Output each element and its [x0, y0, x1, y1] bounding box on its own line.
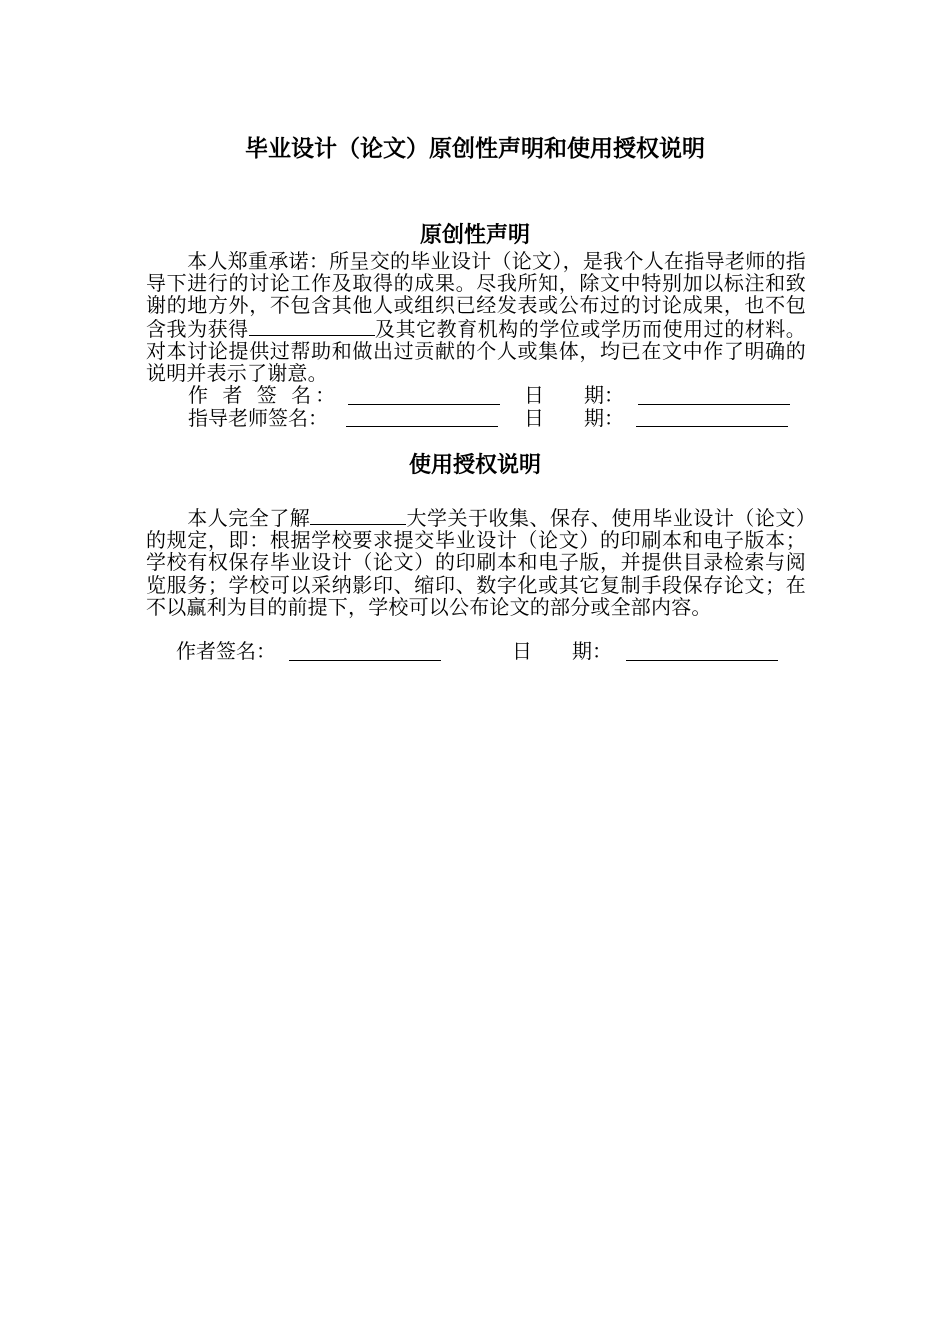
auth-author-signature-row [176, 640, 276, 662]
author-signature-row [188, 384, 339, 406]
auth-date-line[interactable] [626, 660, 778, 661]
advisor-date-line[interactable] [636, 426, 788, 427]
originality-heading: 原创性声明 [419, 223, 530, 248]
auth-author-signature-line[interactable] [289, 660, 441, 661]
advisor-date-row [524, 407, 624, 429]
authorization-text-part1: 本人完全了解 [187, 506, 311, 530]
originality-text-part2: 及其它教育机构的学位或学历而使用过的材料。对本讨论提供过帮助和做出过贡献的个人或集体，均已在文中作了明确的说明并表示了谢意。 [146, 316, 807, 386]
authorization-heading: 使用授权说明 [408, 453, 541, 478]
degree-institution-blank [249, 317, 375, 336]
auth-date-label: 日 期： [512, 639, 612, 663]
author-date-row [524, 384, 624, 406]
advisor-signature-row [188, 407, 328, 429]
author-signature-label: 作 者 签 名： [188, 383, 340, 407]
advisor-signature-line[interactable] [346, 426, 498, 427]
author-signature-line[interactable] [348, 404, 500, 405]
author-date-line[interactable] [638, 404, 790, 405]
advisor-signature-label: 指导老师签名： [188, 406, 328, 430]
advisor-date-label: 日 期： [524, 406, 624, 430]
university-name-blank [310, 506, 406, 525]
document-title: 毕业设计（论文）原创性声明和使用授权说明 [245, 136, 705, 162]
author-date-label: 日 期： [524, 383, 624, 407]
originality-text-part1: 本人郑重承诺：所呈交的毕业设计（论文），是我个人在指导老师的指导下进行的讨论工作及取得的成果。尽我所知，除文中特别加以标注和致谢的地方外，不包含其他人或组织已经发表或公布过的讨论成果，也不包含我为获得 [146, 249, 806, 341]
authorization-paragraph [146, 506, 806, 618]
auth-date-row [512, 640, 612, 662]
auth-author-signature-label: 作者签名： [176, 639, 276, 663]
originality-paragraph [146, 250, 806, 384]
authorization-text-part2: 大学关于收集、保存、使用毕业设计（论文）的规定，即：根据学校要求提交毕业设计（论文）的印刷本和电子版本；学校有权保存毕业设计（论文）的印刷本和电子版，并提供目录检索与阅览服务；学校可以采纳影印、缩印、数字化或其它复制手段保存论文；在不以赢利为目的前提下，学校可以公布论文的部分或全部内容。 [146, 506, 807, 619]
